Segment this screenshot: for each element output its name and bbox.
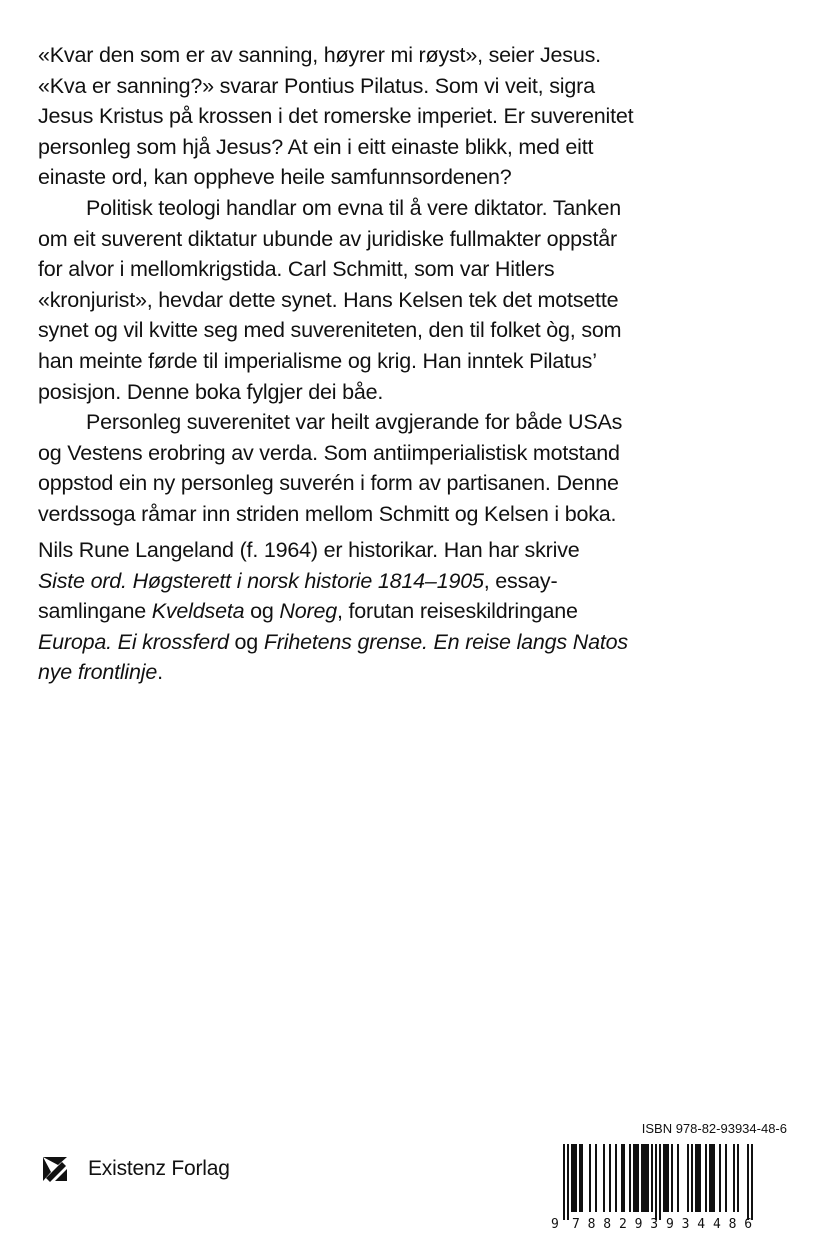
- barcode-bar: [647, 1144, 649, 1212]
- barcode-bar: [711, 1144, 713, 1212]
- barcode-bar: [751, 1144, 753, 1220]
- barcode-bar: [645, 1144, 647, 1212]
- barcode-bar: [623, 1144, 625, 1212]
- barcode-bar: [697, 1144, 699, 1212]
- bio-text: , forutan reiseskildringane: [336, 599, 578, 624]
- barcode-bar: [581, 1144, 583, 1212]
- blurb-line: posisjon. Denne boka fylgjer dei båe.: [38, 379, 384, 404]
- barcode-bar: [567, 1144, 569, 1220]
- barcode-bar: [575, 1144, 577, 1212]
- blurb-line: han meinte førde til imperialisme og krig. Han inntek Pilatus’: [38, 348, 597, 373]
- bio-text: og: [228, 629, 264, 654]
- blurb-line: verdssoga råmar inn striden mellom Schmitt og Kelsen i boka.: [38, 501, 617, 526]
- book-title: Kveldseta: [151, 599, 245, 624]
- barcode-bar: [677, 1144, 679, 1212]
- blurb-line: om eit suverent diktatur ubunde av juridiske fullmakter oppstår: [38, 226, 617, 251]
- barcode-bar: [615, 1144, 617, 1212]
- isbn-barcode-block: [549, 1120, 787, 1236]
- book-title: Europa. Ei krossferd: [38, 629, 229, 654]
- barcode-bar: [573, 1144, 575, 1212]
- isbn-label: ISBN 978-82-93934-48-6: [641, 1121, 787, 1136]
- barcode-digit-first: 9: [551, 1217, 559, 1232]
- barcode-bar: [699, 1144, 701, 1212]
- barcode-bar: [733, 1144, 735, 1212]
- barcode-bar: [609, 1144, 611, 1212]
- barcode-bar: [563, 1144, 565, 1220]
- barcode-digits-right: 9 3 4 4 8 6: [666, 1217, 753, 1232]
- barcode-bar: [719, 1144, 721, 1212]
- blurb-line: og Vestens erobring av verda. Som antiimperialistisk motstand: [38, 440, 620, 465]
- blurb-paragraph-2: [38, 193, 798, 407]
- blurb-line: «Kvar den som er av sanning, høyrer mi røyst», seier Jesus.: [38, 43, 601, 67]
- blurb-paragraph-3: [38, 407, 798, 529]
- barcode-bar: [671, 1144, 673, 1212]
- bio-text: .: [157, 660, 163, 685]
- ean13-barcode: [549, 1144, 787, 1236]
- bio-text: og: [244, 599, 280, 624]
- barcode-bar: [579, 1144, 581, 1212]
- barcode-bar: [595, 1144, 597, 1212]
- barcode-bar: [747, 1144, 749, 1220]
- barcode-digits-left: 7 8 8 2 9 3: [572, 1217, 659, 1232]
- barcode-bar: [589, 1144, 591, 1212]
- barcode-bar: [635, 1144, 637, 1212]
- bio-text: , essay-: [483, 568, 558, 593]
- publisher-mark: [40, 1153, 230, 1185]
- barcode-bar: [571, 1144, 573, 1212]
- barcode-bar: [659, 1144, 661, 1220]
- publisher-name: Existenz Forlag: [88, 1157, 230, 1180]
- barcode-bar: [641, 1144, 643, 1212]
- blurb-line: Jesus Kristus på krossen i det romerske imperiet. Er suverenitet: [38, 104, 634, 129]
- barcode-bar: [691, 1144, 693, 1212]
- book-title: Frihetens grense. En reise langs Natos: [263, 629, 628, 654]
- barcode-bar: [665, 1144, 667, 1212]
- barcode-bar: [713, 1144, 715, 1212]
- book-title: Noreg: [279, 599, 337, 624]
- barcode-bar: [737, 1144, 739, 1212]
- barcode-bar: [705, 1144, 707, 1212]
- blurb-line: personleg som hjå Jesus? At ein i eitt einaste blikk, med eitt: [38, 134, 594, 159]
- blurb-line: for alvor i mellomkrigstida. Carl Schmitt, som var Hitlers: [38, 257, 555, 282]
- barcode-bar: [667, 1144, 669, 1212]
- blurb-paragraph-1: [38, 40, 798, 193]
- book-title: Siste ord. Høgsterett i norsk historie 1814–1905: [38, 568, 484, 593]
- barcode-bar: [695, 1144, 697, 1212]
- barcode-bar: [687, 1144, 689, 1212]
- barcode-bar: [651, 1144, 653, 1212]
- book-title: nye frontlinje: [38, 660, 158, 685]
- blurb-line: oppstod ein ny personleg suverén i form av partisanen. Denne: [38, 471, 619, 496]
- blurb-line: Politisk teologi handlar om evna til å vere diktator. Tanken: [86, 195, 621, 220]
- barcode-bar: [643, 1144, 645, 1212]
- blurb-line: synet og vil kvitte seg med suvereniteten, den til folket òg, som: [38, 318, 622, 343]
- barcode-bar: [725, 1144, 727, 1212]
- barcode-bar: [637, 1144, 639, 1212]
- blurb-line: Personleg suverenitet var heilt avgjerande for både USAs: [86, 410, 623, 435]
- barcode-bar: [629, 1144, 631, 1212]
- barcode-bar: [709, 1144, 711, 1212]
- existenz-logo-icon: [40, 1154, 70, 1184]
- blurb-line: «Kva er sanning?» svarar Pontius Pilatus. Som vi veit, sigra: [38, 73, 595, 98]
- barcode-bar: [663, 1144, 665, 1212]
- blurb-line: «kronjurist», hevdar dette synet. Hans Kelsen tek det motsette: [38, 287, 619, 312]
- bio-line: Nils Rune Langeland (f. 1964) er historikar. Han har skrive: [38, 538, 580, 562]
- bio-text: samlingane: [38, 599, 152, 624]
- blurb-line: einaste ord, kan oppheve heile samfunnsordenen?: [38, 165, 512, 190]
- barcode-bar: [655, 1144, 657, 1220]
- barcode-bar: [633, 1144, 635, 1212]
- barcode-bar: [603, 1144, 605, 1212]
- back-cover-blurb: [38, 40, 798, 530]
- barcode-bar: [621, 1144, 623, 1212]
- author-bio: [38, 535, 798, 688]
